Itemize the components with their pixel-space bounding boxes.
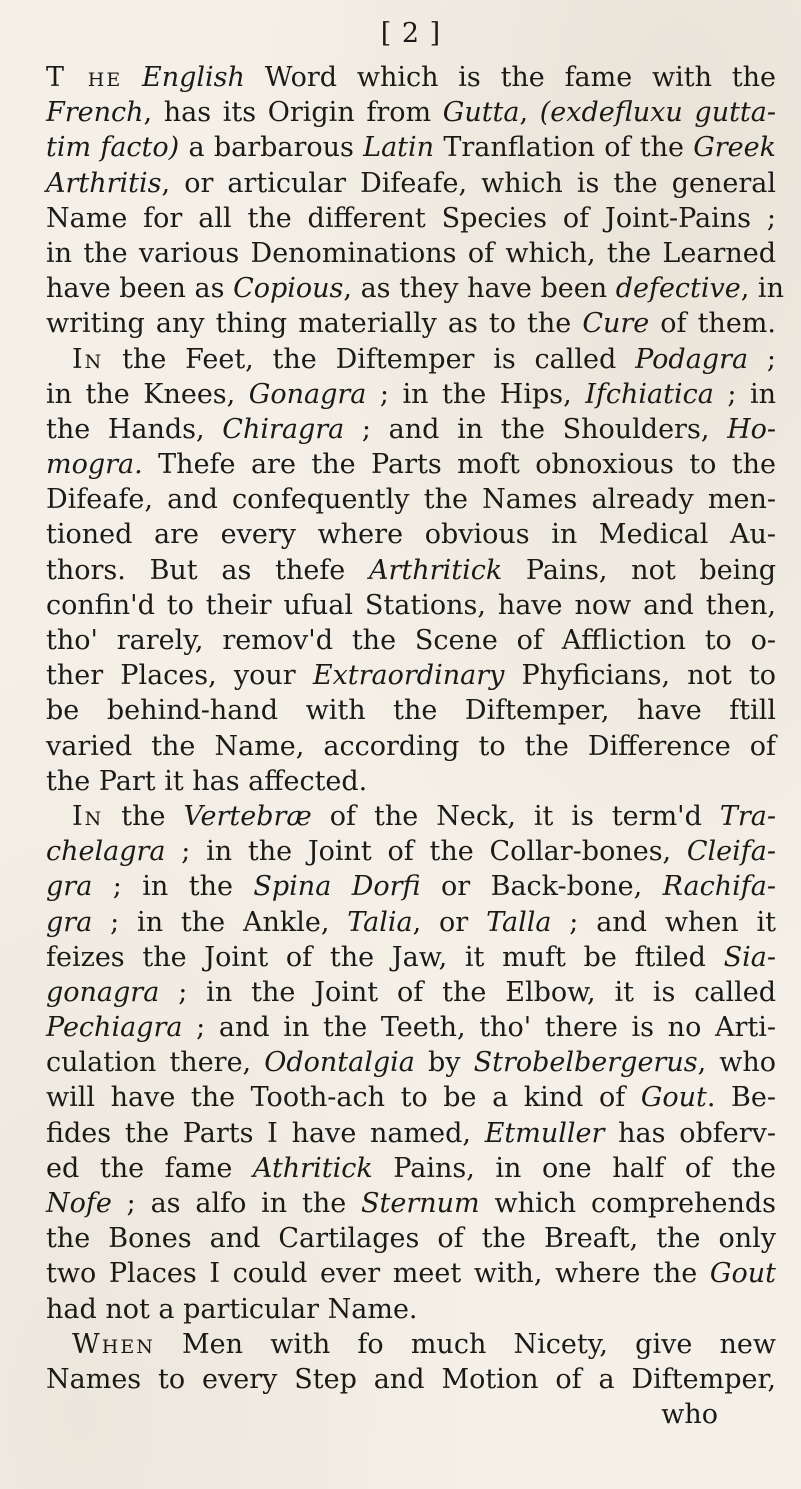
italic-text: Extraordinary <box>312 660 505 692</box>
text-span: ; in <box>713 378 776 410</box>
text-span: two Places I could ever meet with, where the <box>46 1258 710 1290</box>
text-line <box>46 60 776 95</box>
text-line <box>46 975 776 1010</box>
text-span: the Bones and Cartilages of the Breaft, the only <box>46 1223 776 1255</box>
text-span: Tranflation of the <box>434 132 694 164</box>
italic-text: Podagra <box>635 343 749 375</box>
text-span: Men with fo much Nicety, give new <box>154 1328 776 1360</box>
text-span: , in <box>740 273 784 305</box>
text-span: tho' rarely, remov'd the Scene of Affliction to o- <box>46 625 776 656</box>
text-span: feizes the Joint of the Jaw, it muft be ftiled <box>46 941 724 973</box>
italic-text: Ifchiatica <box>585 378 714 410</box>
text-span: who <box>661 1399 718 1431</box>
text-span: the Part it has affected. <box>46 765 368 797</box>
text-line <box>46 1186 776 1221</box>
text-span: writing any thing materially as to the <box>46 308 583 340</box>
text-span: , as they have been <box>343 273 616 305</box>
text-line <box>46 693 776 728</box>
text-line <box>46 447 776 482</box>
text-span: ; as alfo in the <box>111 1188 362 1219</box>
text-span: ; <box>748 343 776 375</box>
text-span <box>122 62 142 93</box>
text-line <box>46 658 776 693</box>
text-line <box>46 729 776 764</box>
italic-text: Chiragra <box>222 413 345 445</box>
italic-text: Greek <box>693 132 776 164</box>
italic-text: Sia- <box>723 941 776 973</box>
italic-text: Gout <box>640 1082 707 1114</box>
text-line <box>46 623 776 658</box>
text-span: ther Places, your <box>46 660 313 692</box>
text-line <box>46 1080 776 1115</box>
text-line <box>46 764 776 799</box>
text-line <box>46 95 776 130</box>
text-span: the <box>103 800 184 832</box>
text-span: Word which is the fame with the <box>244 62 777 93</box>
text-span: Name for all the different Species of Joint-Pains ; <box>46 202 776 234</box>
text-line <box>46 834 776 869</box>
text-span: in the Knees, <box>46 378 249 410</box>
text-span: a barbarous <box>179 132 364 164</box>
text-span: Thefe are the Parts moft obnoxious to the <box>142 449 776 481</box>
italic-text: Gout <box>709 1258 776 1290</box>
italic-text: tim facto) <box>46 132 180 164</box>
italic-text: Sternum <box>361 1188 480 1219</box>
text-span: thors. But as thefe <box>46 554 370 586</box>
text-line <box>46 553 776 588</box>
text-line <box>46 201 776 236</box>
small-caps-text: In <box>72 800 104 832</box>
text-span: ; and in the Teeth, tho' there is no Arti- <box>182 1012 776 1044</box>
italic-text: gonagra <box>46 976 160 1008</box>
italic-text: Vertebræ <box>183 800 312 832</box>
italic-text: Arthritick <box>369 554 503 586</box>
italic-text: Copious <box>233 273 344 305</box>
text-span: Pains, not being <box>502 554 776 586</box>
italic-text: Strobelbergerus <box>473 1047 698 1079</box>
page-text <box>46 8 784 1432</box>
text-span: ; in the Joint of the Elbow, it is called <box>159 976 776 1008</box>
text-span: Phyficians, not to <box>504 660 776 692</box>
text-span: Pains, in one half of the <box>372 1152 776 1184</box>
italic-text: defective <box>615 273 741 305</box>
text-span: by <box>414 1047 474 1079</box>
text-line <box>46 306 776 341</box>
text-line <box>46 130 776 165</box>
text-line <box>46 166 776 201</box>
small-caps-text: When <box>72 1328 155 1360</box>
italic-text: Tra- <box>719 800 777 832</box>
text-span: Names to every Step and Motion of a Diftemper, <box>46 1363 776 1395</box>
text-line <box>46 1045 776 1080</box>
text-line <box>46 517 776 552</box>
italic-text: Athritick <box>252 1152 373 1184</box>
text-span: ; in the <box>92 871 254 903</box>
italic-text: Cure <box>582 308 650 340</box>
italic-text: Nofe <box>46 1188 112 1219</box>
text-span: , or articular Difeafe, which is the general <box>161 167 776 199</box>
text-span: , <box>519 97 540 129</box>
text-line <box>46 1151 776 1186</box>
italic-text: Cleifa- <box>686 836 776 868</box>
small-caps-text: In <box>72 343 104 375</box>
text-span: will have the Tooth-ach to be a kind of <box>46 1082 641 1114</box>
text-span: be behind-hand with the Diftemper, have ftill <box>46 695 776 727</box>
text-line <box>46 1221 776 1256</box>
italic-text: Latin <box>363 132 435 164</box>
text-span: confin'd to their ufual Stations, have now and then, <box>46 589 776 621</box>
text-line <box>46 1327 776 1362</box>
text-span: in the various Denominations of which, the Learned <box>46 237 776 269</box>
text-span: . Be- <box>706 1082 776 1114</box>
text-span: ed the fame <box>46 1152 253 1184</box>
text-line <box>46 799 776 834</box>
italic-text: English <box>142 62 245 93</box>
text-line <box>46 940 776 975</box>
text-line <box>46 1397 776 1432</box>
text-span: , who <box>697 1047 777 1079</box>
text-line <box>46 1292 776 1327</box>
text-line <box>46 1256 776 1291</box>
text-line <box>46 905 776 940</box>
text-span: ; in the Hips, <box>366 378 586 410</box>
text-span: Difeafe, and confequently the Names already men- <box>46 484 776 516</box>
text-line <box>46 1116 776 1151</box>
text-span: of the Neck, it is term'd <box>311 800 720 832</box>
text-line <box>46 412 776 447</box>
text-span: ; and in the Shoulders, <box>344 413 728 445</box>
small-caps-text: T he <box>46 62 123 93</box>
italic-text: Arthritis <box>46 167 162 199</box>
text-span: the Hands, <box>46 413 223 445</box>
text-span: fides the Parts I have named, <box>46 1117 485 1149</box>
italic-text: French <box>46 97 144 129</box>
text-span: varied the Name, according to the Difference of <box>46 730 776 762</box>
italic-text: Gutta <box>442 97 520 129</box>
text-span: the Feet, the Diftemper is called <box>103 343 636 375</box>
italic-text: Ho- <box>727 413 776 445</box>
text-span: or Back-bone, <box>420 871 663 903</box>
italic-text: chelagra <box>46 836 166 868</box>
text-line <box>46 482 776 517</box>
text-span: , has its Origin from <box>143 97 443 129</box>
italic-text: (exdefluxu gutta- <box>539 97 776 129</box>
text-span: ; and when it <box>551 906 776 938</box>
text-line <box>46 1362 776 1397</box>
italic-text: Pechiagra <box>46 1012 183 1044</box>
text-line <box>46 869 776 904</box>
text-span: tioned are every where obvious in Medical Au- <box>46 519 776 551</box>
text-line <box>46 342 776 377</box>
text-line <box>46 271 784 306</box>
text-span: had not a particular Name. <box>46 1293 418 1325</box>
text-span: have been as <box>46 273 234 305</box>
text-line <box>46 377 776 412</box>
body-text <box>46 60 784 1432</box>
text-span: which comprehends <box>479 1188 776 1219</box>
text-line <box>46 1010 776 1045</box>
text-span: , or <box>412 906 487 938</box>
page-number: [ 2 ] <box>380 18 442 49</box>
text-line <box>46 588 776 623</box>
text-span: of them. <box>649 308 776 340</box>
text-span: ; in the Ankle, <box>92 906 348 938</box>
italic-text: Gonagra <box>248 378 367 410</box>
text-span: ; in the Joint of the Collar-bones, <box>165 836 687 868</box>
italic-text: Talla <box>486 906 552 938</box>
italic-text: mogra. <box>46 449 143 481</box>
text-span: has obferv- <box>604 1117 776 1149</box>
italic-text: Talia <box>347 906 413 938</box>
italic-text: gra <box>46 906 93 938</box>
italic-text: Etmuller <box>484 1117 605 1149</box>
text-line <box>46 236 776 271</box>
italic-text: Odontalgia <box>264 1047 415 1079</box>
italic-text: Rachifa- <box>662 871 777 903</box>
italic-text: Spina Dorfi <box>253 871 421 903</box>
text-span: culation there, <box>46 1047 265 1079</box>
italic-text: gra <box>46 871 93 903</box>
